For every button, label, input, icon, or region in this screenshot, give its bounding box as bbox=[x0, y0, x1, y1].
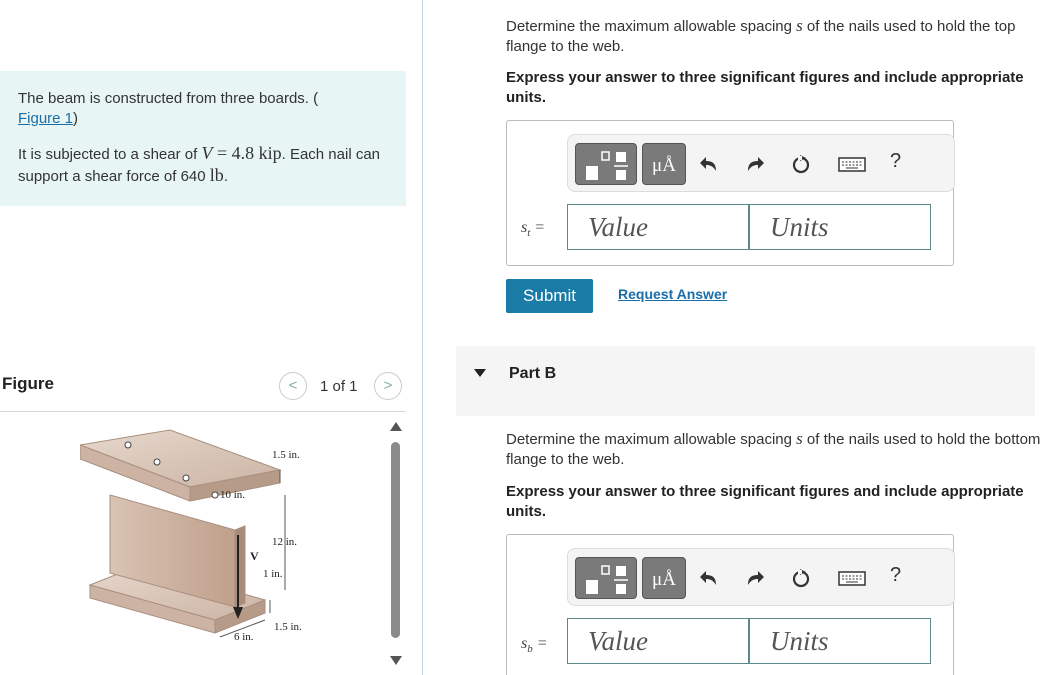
keyboard-icon[interactable] bbox=[838, 567, 866, 589]
part-b-var-sub: b bbox=[527, 643, 533, 656]
templates-icon bbox=[576, 144, 638, 186]
figure-pager: 1 of 1 bbox=[320, 378, 358, 395]
redo-icon[interactable] bbox=[744, 153, 766, 175]
figure-title: Figure bbox=[2, 374, 54, 393]
label-flange-width: 10 in. bbox=[220, 489, 246, 501]
submit-button[interactable]: Submit bbox=[506, 279, 593, 313]
templates-button[interactable] bbox=[575, 557, 637, 599]
label-bottom-thickness: 1.5 in. bbox=[274, 621, 302, 633]
web-front bbox=[235, 526, 245, 607]
shear-unit: kip bbox=[258, 143, 282, 163]
label-bottom-width: 6 in. bbox=[234, 631, 254, 643]
label-web-height: 12 in. bbox=[272, 536, 298, 548]
right-panel bbox=[424, 0, 1059, 675]
part-a-question-var: s bbox=[796, 16, 803, 35]
problem-text-1 bbox=[18, 89, 390, 129]
shear-text: It is subjected to a shear of bbox=[18, 146, 202, 163]
figure-prev-button[interactable]: < bbox=[279, 372, 307, 400]
nail-head-4 bbox=[212, 492, 218, 498]
undo-icon[interactable] bbox=[698, 567, 720, 589]
part-a-units-input[interactable] bbox=[749, 204, 931, 250]
part-a-var-sub: t bbox=[527, 227, 531, 240]
label-top-thickness: 1.5 in. bbox=[272, 449, 300, 461]
problem-statement bbox=[0, 71, 406, 206]
beam-figure bbox=[80, 425, 340, 665]
paren-close: ) bbox=[73, 110, 79, 127]
left-panel bbox=[0, 0, 423, 675]
part-b-title: Part B bbox=[509, 365, 557, 382]
shear-eq: = 4.8 bbox=[212, 143, 259, 163]
part-a-answer-box bbox=[506, 120, 954, 266]
part-a-var-eq: = bbox=[530, 219, 546, 236]
part-a-instruction: Express your answer to three significant figures and include appropriate units. bbox=[506, 69, 1024, 106]
undo-icon[interactable] bbox=[698, 153, 720, 175]
nail-head-2 bbox=[154, 459, 160, 465]
units-button[interactable]: μÅ bbox=[642, 557, 686, 599]
problem-text-2 bbox=[18, 143, 390, 187]
part-b-answer-box bbox=[506, 534, 954, 675]
figure-scrollbar[interactable] bbox=[388, 420, 404, 670]
part-b-question-post: of the nails used to hold the bottom flange to the web. bbox=[506, 431, 1041, 468]
reset-icon[interactable] bbox=[790, 567, 812, 589]
part-a-value-input[interactable] bbox=[567, 204, 749, 250]
part-a-question bbox=[506, 16, 1041, 57]
part-b-var: s bbox=[521, 635, 528, 652]
keyboard-icon[interactable] bbox=[838, 153, 866, 175]
nail-text: . Each nail can support a shear force of 640 bbox=[18, 146, 381, 185]
label-web-thickness: 1 in. bbox=[263, 568, 283, 580]
help-button[interactable]: ? bbox=[890, 150, 902, 172]
part-a-question-pre: Determine the maximum allowable spacing bbox=[506, 18, 797, 35]
reset-icon[interactable] bbox=[790, 153, 812, 175]
part-b-units-input[interactable] bbox=[749, 618, 931, 664]
scroll-thumb[interactable] bbox=[391, 442, 400, 638]
part-a-toolbar bbox=[567, 134, 955, 192]
redo-icon[interactable] bbox=[744, 567, 766, 589]
problem-intro: The beam is constructed from three boards. ( bbox=[18, 90, 319, 107]
nail-head-1 bbox=[125, 442, 131, 448]
units-button[interactable]: μÅ bbox=[642, 143, 686, 185]
part-b-question-pre: Determine the maximum allowable spacing bbox=[506, 431, 797, 448]
request-answer-link[interactable]: Request Answer bbox=[618, 286, 728, 302]
part-b-question-var: s bbox=[796, 429, 803, 448]
part-a-var: s bbox=[521, 219, 528, 236]
part-b-toolbar bbox=[567, 548, 955, 606]
shear-var: V bbox=[201, 143, 213, 163]
caret-down-icon bbox=[474, 369, 486, 377]
label-shear: V bbox=[250, 549, 259, 563]
templates-button[interactable] bbox=[575, 143, 637, 185]
figure-header bbox=[0, 368, 406, 412]
part-b-instruction: Express your answer to three significant figures and include appropriate units. bbox=[506, 483, 1024, 520]
scroll-down-icon[interactable] bbox=[390, 656, 402, 665]
part-a-question-post: of the nails used to hold the top flange to the web. bbox=[506, 18, 1016, 55]
shear-math bbox=[201, 143, 281, 163]
nail-head-3 bbox=[183, 475, 189, 481]
figure-link[interactable]: Figure 1 bbox=[18, 110, 74, 127]
force-unit: lb bbox=[209, 165, 224, 185]
templates-icon bbox=[576, 558, 638, 600]
period: . bbox=[223, 168, 228, 185]
figure-next-button[interactable]: > bbox=[374, 372, 402, 400]
part-b-var-label bbox=[521, 635, 548, 655]
part-b-question bbox=[506, 429, 1041, 470]
part-a-var-label bbox=[521, 219, 545, 239]
part-b-value-input[interactable] bbox=[567, 618, 749, 664]
part-b-var-eq: = bbox=[532, 635, 548, 652]
part-b-header[interactable] bbox=[456, 346, 1035, 416]
help-button[interactable]: ? bbox=[890, 564, 902, 586]
scroll-up-icon[interactable] bbox=[390, 422, 402, 431]
